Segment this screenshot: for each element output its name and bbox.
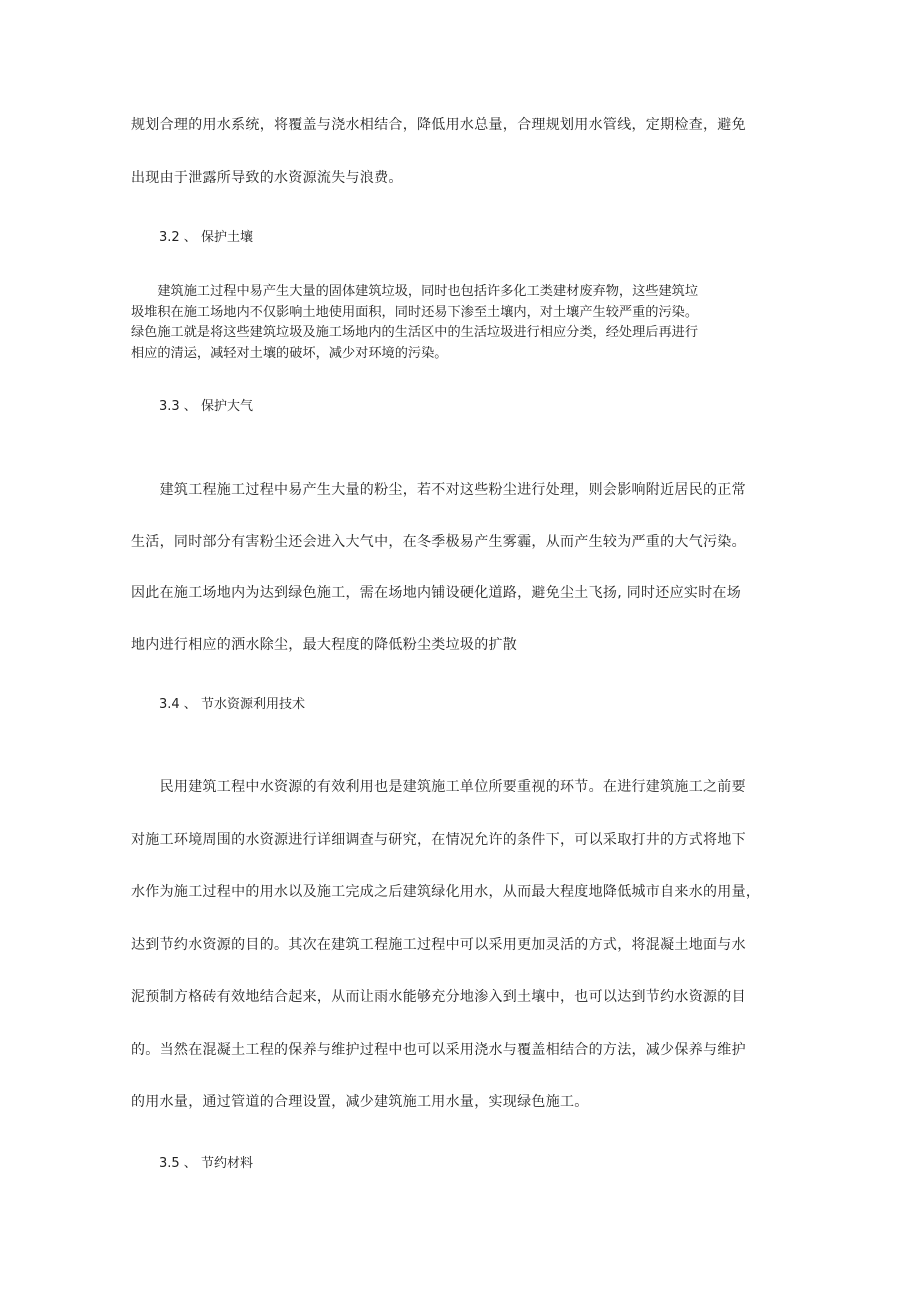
paragraph-line: 的。当然在混凝土工程的保养与维护过程中也可以采用浇水与覆盖相结合的方法，减少保养与维护: [131, 1042, 746, 1058]
paragraph-line: 建筑工程施工过程中易产生大量的粉尘，若不对这些粉尘进行处理，则会影响附近居民的正常: [131, 482, 746, 498]
paragraph-line: 地内进行相应的洒水除尘，最大程度的降低粉尘类垃圾的扩散: [131, 637, 518, 653]
paragraph-line: 建筑施工过程中易产生大量的固体建筑垃圾，同时也包括许多化工类建材废弃物，这些建筑垃: [131, 284, 699, 299]
paragraph-line: 水作为施工过程中的用水以及施工完成之后建筑绿化用水，从而最大程度地降低城市自来水的用量，: [131, 884, 761, 900]
section-heading-materials: 3.5 、 节约材料: [159, 1156, 253, 1171]
section-heading-water-saving: 3.4 、 节水资源利用技术: [159, 697, 305, 712]
paragraph-line: 相应的清运，减轻对土壤的破坏，减少对环境的污染。: [131, 346, 448, 361]
paragraph-line: 民用建筑工程中水资源的有效利用也是建筑施工单位所要重视的环节。在进行建筑施工之前要: [131, 779, 746, 795]
paragraph-line: 规划合理的用水系统，将覆盖与浇水相结合，降低用水总量，合理规划用水管线，定期检查，避免: [131, 117, 746, 133]
paragraph-line: 绿色施工就是将这些建筑垃圾及施工场地内的生活区中的生活垃圾进行相应分类，经处理后再进行: [131, 325, 699, 340]
paragraph-line: 的用水量，通过管道的合理设置，减少建筑施工用水量，实现绿色施工。: [131, 1094, 589, 1110]
section-heading-soil: 3.2 、 保护土壤: [159, 230, 253, 245]
paragraph-line: 达到节约水资源的目的。其次在建筑工程施工过程中可以采用更加灵活的方式，将混凝土地面与水: [131, 937, 746, 953]
paragraph-line: 圾堆积在施工场地内不仅影响土地使用面积，同时还易下渗至土壤内，对土壤产生较严重的污染。: [131, 305, 699, 320]
paragraph-line: 泥预制方格砖有效地结合起来，从而让雨水能够充分地渗入到土壤中，也可以达到节约水资源的目: [131, 989, 746, 1005]
paragraph-line: 对施工环境周围的水资源进行详细调查与研究，在情况允许的条件下，可以采取打井的方式将地下: [131, 832, 746, 848]
paragraph-line: 出现由于泄露所导致的水资源流失与浪费。: [131, 170, 403, 186]
paragraph-line: 生活，同时部分有害粉尘还会进入大气中，在冬季极易产生雾霾，从而产生较为严重的大气污染。: [131, 534, 746, 550]
section-heading-air: 3.3 、 保护大气: [159, 399, 253, 414]
paragraph-line: 因此在施工场地内为达到绿色施工，需在场地内铺设硬化道路，避免尘土飞扬, 同时还应实时在场: [131, 585, 742, 601]
